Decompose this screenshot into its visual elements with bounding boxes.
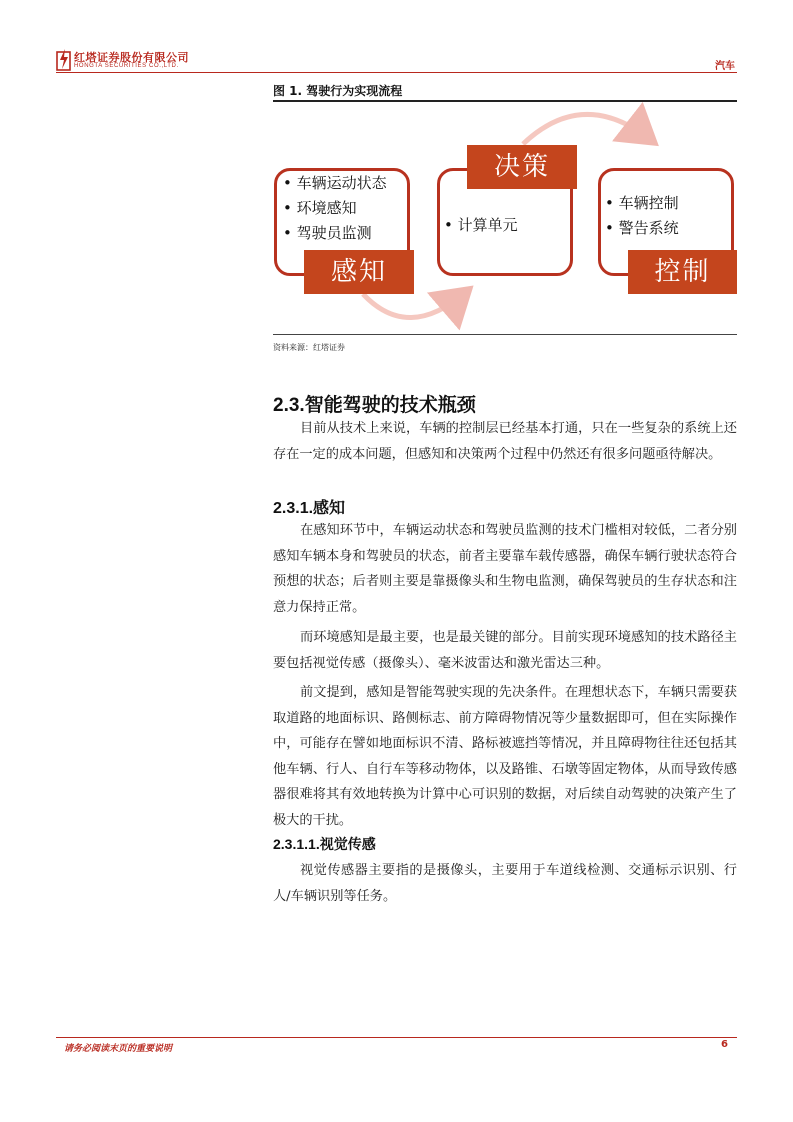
footer-divider (56, 1037, 737, 1038)
list-item: • 计算单元 (444, 216, 518, 234)
paragraph-perception-2: 而环境感知是最主要，也是最关键的部分。目前实现环境感知的技术路径主要包括视觉传感（摄像头）、毫米波雷达和激光雷达三种。 (273, 630, 737, 671)
figure-source: 资料来源：红塔证券 (273, 343, 345, 352)
company-name-cn: 红塔证券股份有限公司 (74, 51, 189, 64)
header-divider (56, 72, 737, 73)
stage-control-items (605, 191, 679, 241)
arrow-perception-to-decision (363, 292, 466, 318)
paragraph-intro: 目前从技术上来说，车辆的控制层已经基本打通，只在一些复杂的系统上还存在一定的成本问题，但感知和决策两个过程中仍然还有很多问题亟待解决。 (273, 421, 737, 462)
company-name-en: HONGTA SECURITIES CO.,LTD. (74, 63, 179, 69)
company-logo-icon (56, 49, 72, 71)
stage-control-label: 控制 (628, 250, 737, 294)
stage-perception-items (283, 171, 387, 246)
paragraph-vision-sensor: 视觉传感器主要指的是摄像头，主要用于车道线检测、交通标示识别、行人/车辆识别等任务。 (273, 863, 737, 904)
list-item: • 车辆运动状态 (283, 174, 387, 192)
company-logo (56, 47, 196, 75)
stage-perception-label: 感知 (304, 250, 414, 294)
figure-bottom-rule (273, 334, 737, 335)
paragraph-perception-3: 前文提到，感知是智能驾驶实现的先决条件。在理想状态下，车辆只需要获取道路的地面标识、路侧标志、前方障碍物情况等少量数据即可，但在实际操作中，可能存在譬如地面标识不清、路标被遮挡等情况，并且障碍物往往还包括其他车辆、行人、自行车等移动物体，以及路锥、石墩等固定物体，从而导致传感器很难将其有效地转换为计算中心可识别的数据，对后续自动驾驶的决策产生了极大的干扰。 (273, 685, 737, 828)
list-item: • 车辆控制 (605, 194, 679, 212)
subsection-heading: 2.3.1.感知 (273, 500, 346, 517)
figure-title: 图 1. 驾驶行为实现流程 (273, 84, 403, 98)
list-item: • 警告系统 (605, 219, 679, 237)
sector-label: 汽车 (715, 61, 735, 72)
stage-decision-label: 决策 (467, 145, 577, 189)
section-heading: 2.3.智能驾驶的技术瓶颈 (273, 395, 476, 416)
list-item: • 驾驶员监测 (283, 224, 372, 242)
stage-decision-items (444, 213, 518, 238)
footer-disclaimer: 请务必阅读末页的重要说明 (64, 1044, 173, 1054)
subsubsection-heading: 2.3.1.1.视觉传感 (273, 836, 376, 852)
page-number: 6 (721, 1039, 728, 1050)
list-item: • 环境感知 (283, 199, 357, 217)
paragraph-perception-1: 在感知环节中，车辆运动状态和驾驶员监测的技术门槛相对较低，二者分别感知车辆本身和驾驶员的状态，前者主要靠车载传感器，确保车辆行驶状态符合预想的状态；后者则主要是靠摄像头和生物电监测，确保驾驶员的生存状态和注意力保持正常。 (273, 523, 737, 615)
arrow-decision-to-control (523, 114, 651, 144)
